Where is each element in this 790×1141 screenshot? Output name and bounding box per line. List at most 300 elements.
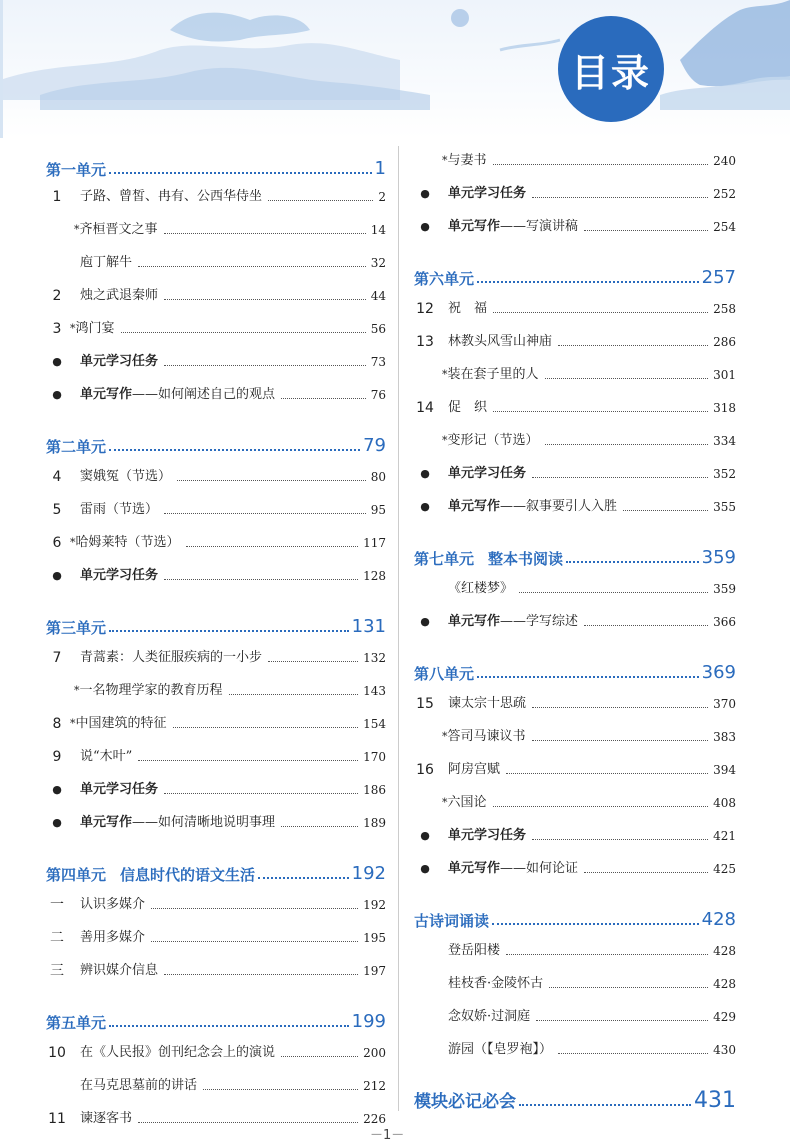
leader-dots: [536, 1020, 708, 1021]
entry-title: [80, 188, 262, 206]
toc-entry[interactable]: [46, 250, 386, 272]
leader-dots: [109, 172, 372, 174]
entry-page-number: 359: [713, 582, 736, 596]
entry-page-number: 56: [370, 322, 386, 336]
entry-title: [80, 929, 145, 947]
unit-page-number: 79: [363, 435, 386, 456]
unit-task-entry[interactable]: [46, 777, 386, 799]
entry-page-number: 226: [363, 1112, 386, 1126]
toc-entry[interactable]: [414, 790, 736, 812]
unit-task-entry[interactable]: [414, 461, 736, 483]
page-title: 目录: [570, 50, 651, 95]
toc-entry[interactable]: [46, 464, 386, 486]
entry-title-text: 窦娥冤（节选）: [80, 469, 172, 484]
leader-dots: [268, 200, 373, 201]
toc-entry[interactable]: [414, 757, 736, 779]
leader-dots: [138, 1122, 358, 1123]
toc-entry[interactable]: [414, 691, 736, 713]
task-title-bold: 单元写作: [448, 861, 501, 876]
bullet-icon: ●: [420, 500, 430, 513]
entry-title: [442, 366, 539, 384]
unit-name-text: 第七单元: [414, 550, 475, 568]
entry-title: [70, 320, 115, 338]
entry-title: [448, 761, 500, 779]
leader-dots: [492, 923, 699, 925]
entry-title-text: 中国建筑的特征: [75, 716, 167, 731]
unit-page-number: 359: [701, 547, 736, 568]
entry-title-text: 桂枝香·金陵怀古: [448, 976, 544, 991]
entry-title-text: 一名物理学家的教育历程: [79, 683, 223, 698]
leader-dots: [532, 477, 708, 478]
leader-dots: [258, 877, 349, 879]
leader-dots: [281, 1056, 358, 1057]
toc-entry[interactable]: [46, 711, 386, 733]
entry-title: [442, 432, 539, 450]
unit-name: [46, 159, 106, 180]
bullet-icon: ●: [52, 388, 62, 401]
entry-title: [442, 794, 487, 812]
unit-name: [46, 436, 106, 457]
entry-page-number: 195: [363, 931, 386, 945]
unit-task-entry[interactable]: [414, 823, 736, 845]
unit-page-number: 257: [701, 267, 736, 288]
unit-name-text: 第四单元: [46, 866, 107, 884]
optional-star: *: [70, 536, 76, 549]
task-title-bold: 单元学习任务: [448, 186, 527, 201]
unit-task-entry[interactable]: [414, 609, 736, 631]
unit-name: [414, 1087, 516, 1112]
unit-page-number: 431: [694, 1088, 736, 1113]
entry-page-number: 80: [370, 470, 386, 484]
leader-dots: [506, 954, 708, 955]
leader-dots: [477, 281, 699, 283]
task-title-bold: 单元学习任务: [80, 354, 159, 369]
lesson-number: 3: [52, 321, 62, 337]
unit-heading[interactable]: [46, 431, 386, 457]
entry-page-number: 32: [370, 256, 386, 270]
entry-title: [70, 715, 167, 733]
lesson-number: 9: [52, 749, 62, 765]
toc-entry[interactable]: [414, 938, 736, 960]
entry-title: [80, 896, 145, 914]
entry-page-number: 286: [713, 335, 736, 349]
entry-page-number: 76: [370, 388, 386, 402]
toc-entry[interactable]: [46, 925, 386, 947]
toc-entry[interactable]: [414, 576, 736, 598]
unit-heading[interactable]: [414, 905, 736, 931]
task-title-bold: 单元学习任务: [80, 568, 159, 583]
toc-entry[interactable]: [414, 395, 736, 417]
toc-entry[interactable]: [46, 958, 386, 980]
unit-heading[interactable]: [414, 658, 736, 684]
entry-title: [448, 1041, 552, 1059]
toc-entry[interactable]: [414, 428, 736, 450]
entry-title-text: 装在套子里的人: [447, 367, 539, 382]
task-title-bold: 单元学习任务: [448, 466, 527, 481]
entry-title-text: 谏逐客书: [80, 1111, 133, 1126]
toc-entry[interactable]: [46, 217, 386, 239]
optional-star: *: [442, 796, 448, 809]
entry-title-text: 祝 福: [448, 301, 488, 316]
optional-star: *: [442, 368, 448, 381]
lesson-number: 三: [50, 963, 64, 979]
lesson-number: 13: [416, 334, 434, 350]
bullet-icon: ●: [420, 862, 430, 875]
lesson-number: 8: [52, 716, 62, 732]
entry-page-number: 95: [370, 503, 386, 517]
leader-dots: [493, 312, 708, 313]
entry-page-number: 197: [363, 964, 386, 978]
toc-entry[interactable]: [46, 892, 386, 914]
unit-task-entry[interactable]: [414, 181, 736, 203]
optional-star: *: [442, 730, 448, 743]
entry-title: [80, 748, 132, 766]
landscape-illustration: [0, 0, 790, 138]
unit-name-text: 第三单元: [46, 619, 107, 637]
entry-page-number: 352: [713, 467, 736, 481]
entry-page-number: 258: [713, 302, 736, 316]
toc-entry[interactable]: [46, 1106, 386, 1128]
leader-dots: [109, 630, 349, 632]
task-title: [80, 814, 275, 832]
task-title-bold: 单元写作: [448, 219, 501, 234]
entry-title-text: 青蒿素：人类征服疾病的一小步: [80, 650, 263, 665]
entry-title-text: 认识多媒介: [80, 897, 146, 912]
unit-name: [414, 268, 474, 289]
task-title-suffix: ——叙事要引人入胜: [500, 499, 618, 514]
entry-page-number: 334: [713, 434, 736, 448]
entry-page-number: 366: [713, 615, 736, 629]
toc-entry[interactable]: [46, 1073, 386, 1095]
unit-name-text: 第六单元: [414, 270, 475, 288]
bullet-icon: ●: [52, 569, 62, 582]
entry-title-text: 登岳阳楼: [448, 943, 501, 958]
toc-entry[interactable]: [414, 296, 736, 318]
entry-title-text: 林教头风雪山神庙: [448, 334, 553, 349]
leader-dots: [164, 793, 358, 794]
bullet-icon: ●: [420, 187, 430, 200]
entry-title: [442, 152, 487, 170]
toc-entry[interactable]: [46, 497, 386, 519]
leader-dots: [532, 197, 708, 198]
entry-page-number: 425: [713, 862, 736, 876]
leader-dots: [109, 1025, 349, 1027]
unit-task-entry[interactable]: [46, 382, 386, 404]
toc-entry[interactable]: [414, 1037, 736, 1059]
task-title: [80, 353, 158, 371]
entry-title-text: 子路、曾皙、冉有、公西华侍坐: [80, 189, 263, 204]
unit-task-entry[interactable]: [414, 494, 736, 516]
entry-title-text: 变形记（节选）: [447, 433, 539, 448]
entry-title-text: 六国论: [447, 795, 487, 810]
task-title-bold: 单元写作: [448, 499, 501, 514]
optional-star: *: [70, 717, 76, 730]
leader-dots: [584, 230, 708, 231]
leader-dots: [229, 694, 359, 695]
entry-title: [80, 501, 158, 519]
entry-page-number: 132: [363, 651, 386, 665]
unit-subtitle: 整本书阅读: [488, 550, 564, 568]
entry-page-number: 154: [363, 717, 386, 731]
optional-star: *: [442, 434, 448, 447]
entry-page-number: 383: [713, 730, 736, 744]
toc-title-badge: [558, 16, 664, 122]
entry-page-number: 301: [713, 368, 736, 382]
leader-dots: [203, 1089, 358, 1090]
bullet-icon: ●: [52, 816, 62, 829]
column-divider: [398, 146, 399, 1111]
unit-heading[interactable]: [46, 154, 386, 180]
leader-dots: [164, 513, 366, 514]
entry-page-number: 73: [370, 355, 386, 369]
task-title-bold: 单元写作: [448, 614, 501, 629]
leader-dots: [268, 661, 358, 662]
entry-title: [70, 534, 180, 552]
entry-title: [74, 682, 223, 700]
unit-name: [46, 617, 106, 638]
bullet-icon: ●: [420, 467, 430, 480]
leader-dots: [164, 233, 366, 234]
unit-task-entry[interactable]: [46, 349, 386, 371]
lesson-number: 15: [416, 696, 434, 712]
unit-name: [46, 1012, 106, 1033]
entry-page-number: 370: [713, 697, 736, 711]
task-title-suffix: ——如何阐述自己的观点: [132, 387, 276, 402]
unit-page-number: 199: [351, 1011, 386, 1032]
header-banner: [0, 0, 790, 138]
entry-title: [448, 333, 552, 351]
unit-heading[interactable]: [46, 859, 386, 885]
entry-title-text: 善用多媒介: [80, 930, 146, 945]
task-title: [448, 465, 526, 483]
leader-dots: [549, 987, 708, 988]
entry-title: [80, 1077, 197, 1095]
task-title-suffix: ——如何清晰地说明事理: [132, 815, 276, 830]
leader-dots: [186, 546, 359, 547]
task-title-suffix: ——写演讲稿: [500, 219, 579, 234]
entry-title-text: 雷雨（节选）: [80, 502, 159, 517]
lesson-number: 二: [50, 930, 64, 946]
entry-page-number: 189: [363, 816, 386, 830]
optional-star: *: [442, 154, 448, 167]
unit-task-entry[interactable]: [46, 563, 386, 585]
entry-title-text: 在马克思墓前的讲话: [80, 1078, 198, 1093]
toc-entry[interactable]: [414, 148, 736, 170]
entry-title: [80, 254, 132, 272]
page-number: －1－: [370, 1128, 405, 1141]
entry-title-text: 谏太宗十思疏: [448, 696, 527, 711]
toc-entry[interactable]: [46, 184, 386, 206]
leader-dots: [164, 974, 358, 975]
unit-name: [414, 548, 563, 569]
leader-dots: [584, 872, 708, 873]
unit-heading[interactable]: [414, 543, 736, 569]
entry-title: [448, 1008, 530, 1026]
task-title-bold: 单元写作: [80, 387, 133, 402]
leader-dots: [164, 299, 366, 300]
unit-heading[interactable]: [46, 1007, 386, 1033]
entry-title: [442, 728, 526, 746]
entry-title-text: 在《人民报》创刊纪念会上的演说: [80, 1045, 276, 1060]
entry-title-text: 游园（【皂罗袍】）: [448, 1042, 553, 1057]
entry-title-text: 齐桓晋文之事: [79, 222, 158, 237]
lesson-number: 7: [52, 650, 62, 666]
task-title-bold: 单元学习任务: [80, 782, 159, 797]
entry-title: [80, 649, 262, 667]
bullet-icon: ●: [420, 220, 430, 233]
task-title: [448, 860, 578, 878]
leader-dots: [532, 839, 708, 840]
optional-star: *: [74, 684, 80, 697]
leader-dots: [532, 707, 708, 708]
optional-star: *: [70, 322, 76, 335]
entry-title-text: 与妻书: [447, 153, 487, 168]
leader-dots: [493, 164, 709, 165]
toc-entry[interactable]: [414, 362, 736, 384]
task-title: [448, 498, 617, 516]
entry-page-number: 254: [713, 220, 736, 234]
entry-title-text: 念奴娇·过洞庭: [448, 1009, 531, 1024]
lesson-number: 10: [48, 1045, 66, 1061]
leader-dots: [566, 561, 699, 563]
entry-page-number: 186: [363, 783, 386, 797]
toc-entry[interactable]: [46, 645, 386, 667]
entry-title-text: 阿房宫赋: [448, 762, 501, 777]
unit-page-number: 428: [701, 909, 736, 930]
leader-dots: [173, 727, 359, 728]
entry-page-number: 355: [713, 500, 736, 514]
leader-dots: [493, 806, 709, 807]
unit-page-number: 369: [701, 662, 736, 683]
leader-dots: [545, 378, 709, 379]
lesson-number: 2: [52, 288, 62, 304]
entry-title-text: 烛之武退秦师: [80, 288, 159, 303]
task-title: [448, 218, 578, 236]
leader-dots: [506, 773, 708, 774]
unit-name-text: 第五单元: [46, 1014, 107, 1032]
leader-dots: [109, 449, 360, 451]
entry-page-number: 240: [713, 154, 736, 168]
leader-dots: [151, 908, 358, 909]
lesson-number: 4: [52, 469, 62, 485]
bullet-icon: ●: [52, 783, 62, 796]
toc-entry[interactable]: [46, 316, 386, 338]
unit-heading[interactable]: [414, 1086, 736, 1112]
task-title: [448, 613, 578, 631]
unit-name-text: 模块必记必会: [414, 1092, 516, 1112]
entry-page-number: 143: [363, 684, 386, 698]
task-title: [80, 781, 158, 799]
toc-entry[interactable]: [414, 724, 736, 746]
leader-dots: [164, 579, 358, 580]
toc-entry[interactable]: [46, 283, 386, 305]
leader-dots: [138, 266, 366, 267]
leader-dots: [545, 444, 709, 445]
leader-dots: [519, 1104, 691, 1106]
unit-name: [414, 663, 474, 684]
entry-page-number: 128: [363, 569, 386, 583]
entry-page-number: 2: [378, 190, 386, 204]
unit-task-entry[interactable]: [414, 856, 736, 878]
task-title-suffix: ——如何论证: [500, 861, 579, 876]
entry-page-number: 170: [363, 750, 386, 764]
task-title-suffix: ——学写综述: [500, 614, 579, 629]
entry-page-number: 430: [713, 1043, 736, 1057]
unit-task-entry[interactable]: [46, 810, 386, 832]
task-title: [448, 827, 526, 845]
unit-heading[interactable]: [46, 612, 386, 638]
entry-page-number: 44: [370, 289, 386, 303]
leader-dots: [493, 411, 708, 412]
leader-dots: [164, 365, 366, 366]
unit-name: [46, 864, 255, 885]
optional-star: *: [74, 223, 80, 236]
leader-dots: [519, 592, 708, 593]
toc-entry[interactable]: [46, 530, 386, 552]
entry-title: [80, 287, 158, 305]
task-title-bold: 单元学习任务: [448, 828, 527, 843]
leader-dots: [532, 740, 709, 741]
lesson-number: 11: [48, 1111, 66, 1127]
task-title: [448, 185, 526, 203]
leader-dots: [584, 625, 708, 626]
entry-title: [80, 962, 158, 980]
entry-title-text: 说“木叶”: [80, 749, 133, 764]
entry-title: [448, 399, 487, 417]
toc-entry[interactable]: [46, 1040, 386, 1062]
entry-page-number: 428: [713, 977, 736, 991]
entry-page-number: 428: [713, 944, 736, 958]
entry-title: [80, 1110, 132, 1128]
entry-title: [448, 975, 543, 993]
leader-dots: [558, 1053, 708, 1054]
entry-page-number: 192: [363, 898, 386, 912]
entry-page-number: 408: [713, 796, 736, 810]
toc-entry[interactable]: [46, 744, 386, 766]
unit-page-number: 1: [374, 158, 386, 179]
lesson-number: 5: [52, 502, 62, 518]
entry-page-number: 117: [363, 536, 386, 550]
unit-heading[interactable]: [414, 263, 736, 289]
lesson-number: 14: [416, 400, 434, 416]
unit-name: [414, 910, 489, 931]
toc-entry[interactable]: [414, 971, 736, 993]
unit-subtitle: 信息时代的语文生活: [120, 866, 256, 884]
task-title: [80, 386, 275, 404]
unit-name-text: 第八单元: [414, 665, 475, 683]
leader-dots: [558, 345, 708, 346]
entry-title: [80, 468, 171, 486]
unit-task-entry[interactable]: [414, 214, 736, 236]
leader-dots: [281, 826, 358, 827]
lesson-number: 一: [50, 897, 64, 913]
entry-title: [448, 580, 513, 598]
entry-title-text: 《红楼梦》: [448, 581, 514, 596]
entry-page-number: 429: [713, 1010, 736, 1024]
entry-title-text: 鸿门宴: [75, 321, 115, 336]
toc-entry[interactable]: [414, 329, 736, 351]
toc-entry[interactable]: [46, 678, 386, 700]
unit-name-text: 古诗词诵读: [414, 912, 490, 930]
entry-title: [448, 300, 487, 318]
bullet-icon: ●: [420, 615, 430, 628]
toc-entry[interactable]: [414, 1004, 736, 1026]
entry-page-number: 252: [713, 187, 736, 201]
entry-title-text: 促 织: [448, 400, 488, 415]
leader-dots: [151, 941, 358, 942]
task-title-bold: 单元写作: [80, 815, 133, 830]
entry-title: [74, 221, 158, 239]
